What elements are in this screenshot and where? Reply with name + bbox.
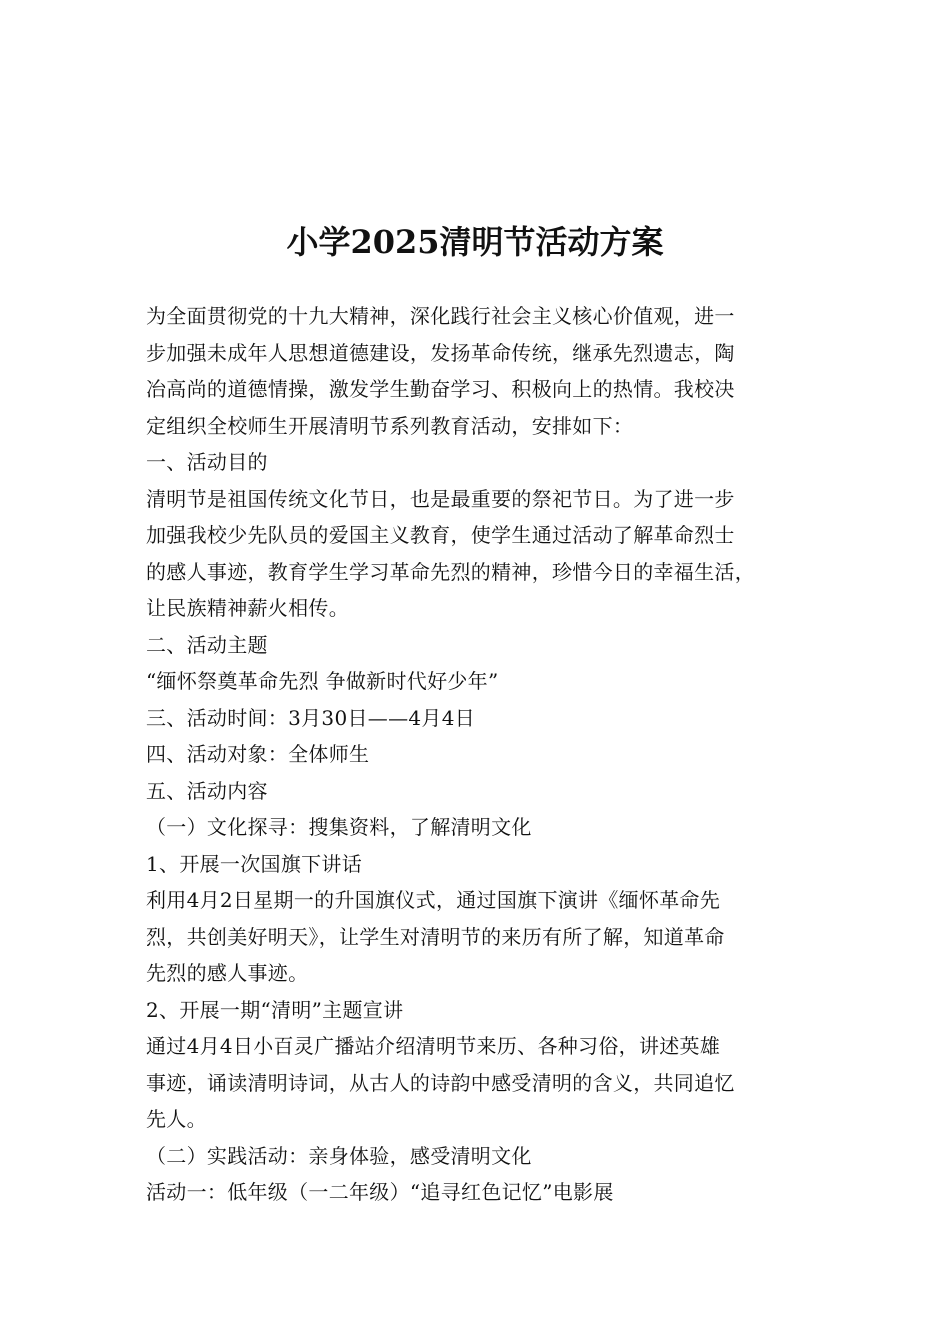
text-line: 步加强未成年人思想道德建设，发扬革命传统，继承先烈遗志，陶 (146, 340, 735, 365)
text-line: 先烈的感人事迹。 (146, 961, 309, 985)
text-line: 烈，共创美好明天》，让学生对清明节的来历有所了解，知道革命 (146, 924, 725, 949)
text-line: 让民族精神薪火相传。 (146, 596, 349, 620)
text-line: 为全面贯彻党的十九大精神，深化践行社会主义核心价值观，进一 (146, 304, 735, 328)
text-line: “缅怀祭奠革命先烈 争做新时代好少年” (146, 669, 499, 693)
text-line: 冶高尚的道德情操，激发学生勤奋学习、积极向上的热情。我校决 (146, 377, 735, 401)
section-heading: 四、活动对象：全体师生 (146, 742, 370, 766)
subsection-heading: （二）实践活动：亲身体验，感受清明文化 (146, 1143, 532, 1168)
text-line: 加强我校少先队员的爱国主义教育，使学生通过活动了解革命烈士 (146, 523, 735, 547)
text-line: 定组织全校师生开展清明节系列教育活动，安排如下： (146, 413, 634, 438)
text-line: 事迹，诵读清明诗词，从古人的诗韵中感受清明的含义，共同追忆 (146, 1070, 735, 1095)
text-line: 利用4月2日星期一的升国旗仪式，通过国旗下演讲《缅怀革命先 (146, 888, 721, 912)
section-heading: 五、活动内容 (146, 778, 268, 803)
document-title: 小学2025清明节活动方案 (286, 223, 664, 261)
subsection-heading: （一）文化探寻：搜集资料，了解清明文化 (146, 815, 532, 839)
text-line: 通过4月4日小百灵广播站介绍清明节来历、各种习俗，讲述英雄 (146, 1034, 721, 1058)
section-heading: 二、活动主题 (146, 632, 268, 657)
section-heading: 三、活动时间：3月30日——4月4日 (146, 705, 476, 730)
document-body (146, 298, 826, 1211)
text-line: 的感人事迹，教育学生学习革命先烈的精神，珍惜今日的幸福生活， (146, 559, 755, 584)
item-heading: 1、开展一次国旗下讲话 (146, 851, 363, 876)
section-heading: 一、活动目的 (146, 450, 268, 474)
item-heading: 2、开展一期“清明”主题宣讲 (146, 997, 404, 1022)
text-line: 清明节是祖国传统文化节日，也是最重要的祭祀节日。为了进一步 (146, 486, 735, 511)
text-line: 先人。 (146, 1107, 207, 1131)
activity-heading: 活动一：低年级（一二年级）“追寻红色记忆”电影展 (146, 1180, 614, 1204)
